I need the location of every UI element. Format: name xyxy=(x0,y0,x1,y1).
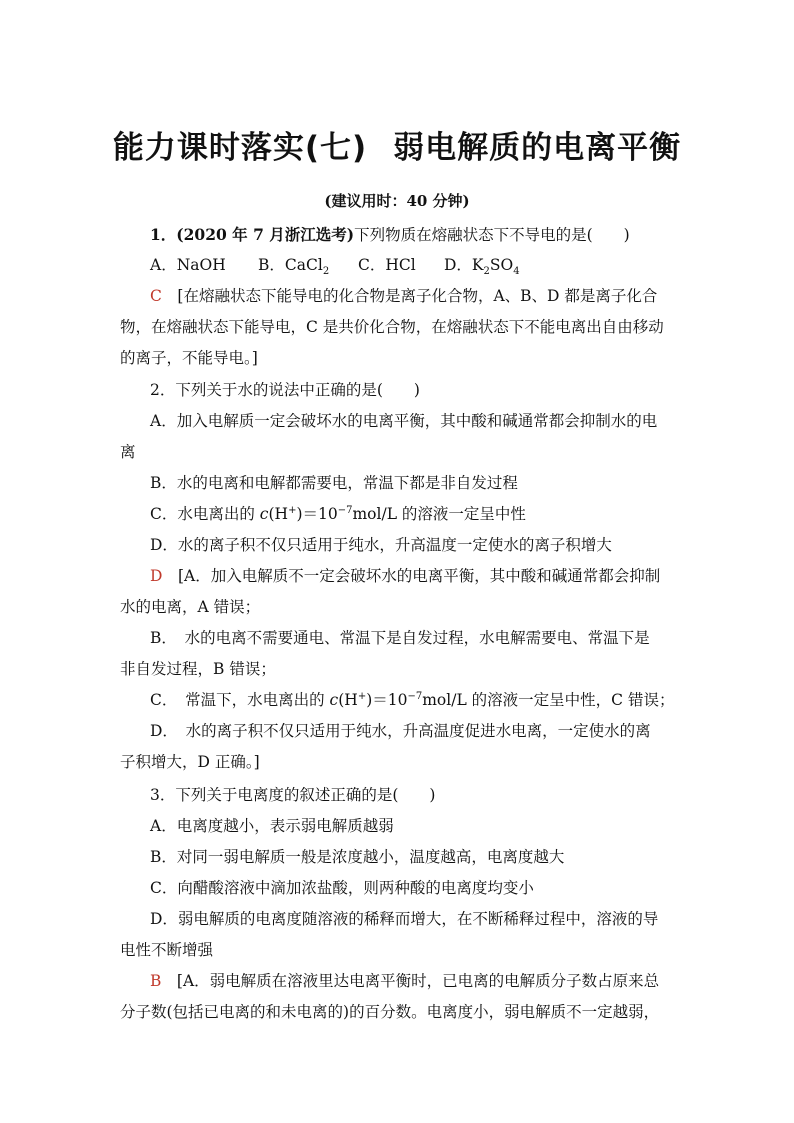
q2-answer: D xyxy=(150,567,163,585)
q2-explanation-line: D [A．加入电解质不一定会破坏水的电离平衡，其中酸和碱通常都会抑制 xyxy=(150,567,661,585)
q1-explanation-line: 的离子，不能导电。] xyxy=(120,349,258,367)
q3-explanation-line: 分子数(包括已电离的和未电离的)的百分数。电离度小，弱电解质不一定越弱， xyxy=(120,1003,660,1021)
suggested-time: (建议用时：40 分钟) xyxy=(324,192,470,210)
q2-explanation-b-cont: 非自发过程，B 错误； xyxy=(120,660,276,678)
q1-options xyxy=(150,255,680,278)
page-title xyxy=(0,122,794,167)
title-series: 能力课时落实(七) xyxy=(112,130,368,166)
q1-option-c: C．HCl xyxy=(358,256,416,274)
q2-option-b: B．水的电离和电解都需要电，常温下都是非自发过程 xyxy=(150,474,518,492)
title-topic: 弱电解质的电离平衡 xyxy=(393,130,682,166)
q3-answer: B xyxy=(150,972,162,990)
q1-option-d: D．$K_2SO_4$ xyxy=(444,256,520,278)
q3-option-a: A．电离度越小，表示弱电解质越弱 xyxy=(150,817,394,835)
q1-option-b: B．CaCl$_2$ xyxy=(258,256,330,278)
q2-option-d: D．水的离子积不仅只适用于纯水，升高温度一定使水的离子积增大 xyxy=(150,536,612,554)
q2-option-a-cont: 离 xyxy=(120,443,136,461)
q1-explanation-line: C [在熔融状态下能导电的化合物是离子化合物，A、B、D 都是离子化合 xyxy=(150,287,658,305)
q2-stem: 2．下列关于水的说法中正确的是( ) xyxy=(150,381,420,399)
q2-explanation-line: 水的电离，A 错误； xyxy=(120,598,261,616)
q3-explanation-line: B [A．弱电解质在溶液里达电离平衡时，已电离的电解质分子数占原来总 xyxy=(150,972,660,990)
q2-explanation-c: C． 常温下，水电离出的 $c(H^+)=10^{-7}mol/L$ 的溶液一定呈中性，C 错误； xyxy=(150,690,675,709)
q3-option-d-cont: 电性不断增强 xyxy=(120,941,214,959)
q3-stem: 3．下列关于电离度的叙述正确的是( ) xyxy=(150,786,436,804)
q2-explanation-d-cont: 子积增大，D 正确。] xyxy=(120,753,260,771)
q1-answer: C xyxy=(150,287,162,305)
q3-option-c: C．向醋酸溶液中滴加浓盐酸，则两种酸的电离度均变小 xyxy=(150,879,534,897)
q1-stem: 1．(2020 年 7 月浙江选考)下列物质在熔融状态下不导电的是( ) xyxy=(150,225,630,244)
q2-explanation-d: D． 水的离子积不仅只适用于纯水，升高温度促进水电离，一定使水的离 xyxy=(150,722,651,740)
q1-explanation-line: 物，在熔融状态下能导电，C 是共价化合物，在熔融状态下不能电离出自由移动 xyxy=(120,318,664,336)
q3-option-b: B．对同一弱电解质一般是浓度越小，温度越高，电离度越大 xyxy=(150,848,565,866)
q3-option-d: D．弱电解质的电离度随溶液的稀释而增大，在不断稀释过程中，溶液的导 xyxy=(150,910,659,928)
q2-explanation-b: B． 水的电离不需要通电、常温下是自发过程，水电解需要电、常温下是 xyxy=(150,629,650,647)
q2-option-a: A．加入电解质一定会破坏水的电离平衡，其中酸和碱通常都会抑制水的电 xyxy=(150,412,658,430)
q1-option-a: A．NaOH xyxy=(150,256,226,274)
q2-option-c: C．水电离出的 $c(H^+)=10^{-7}mol/L$ 的溶液一定呈中性 xyxy=(150,504,526,523)
